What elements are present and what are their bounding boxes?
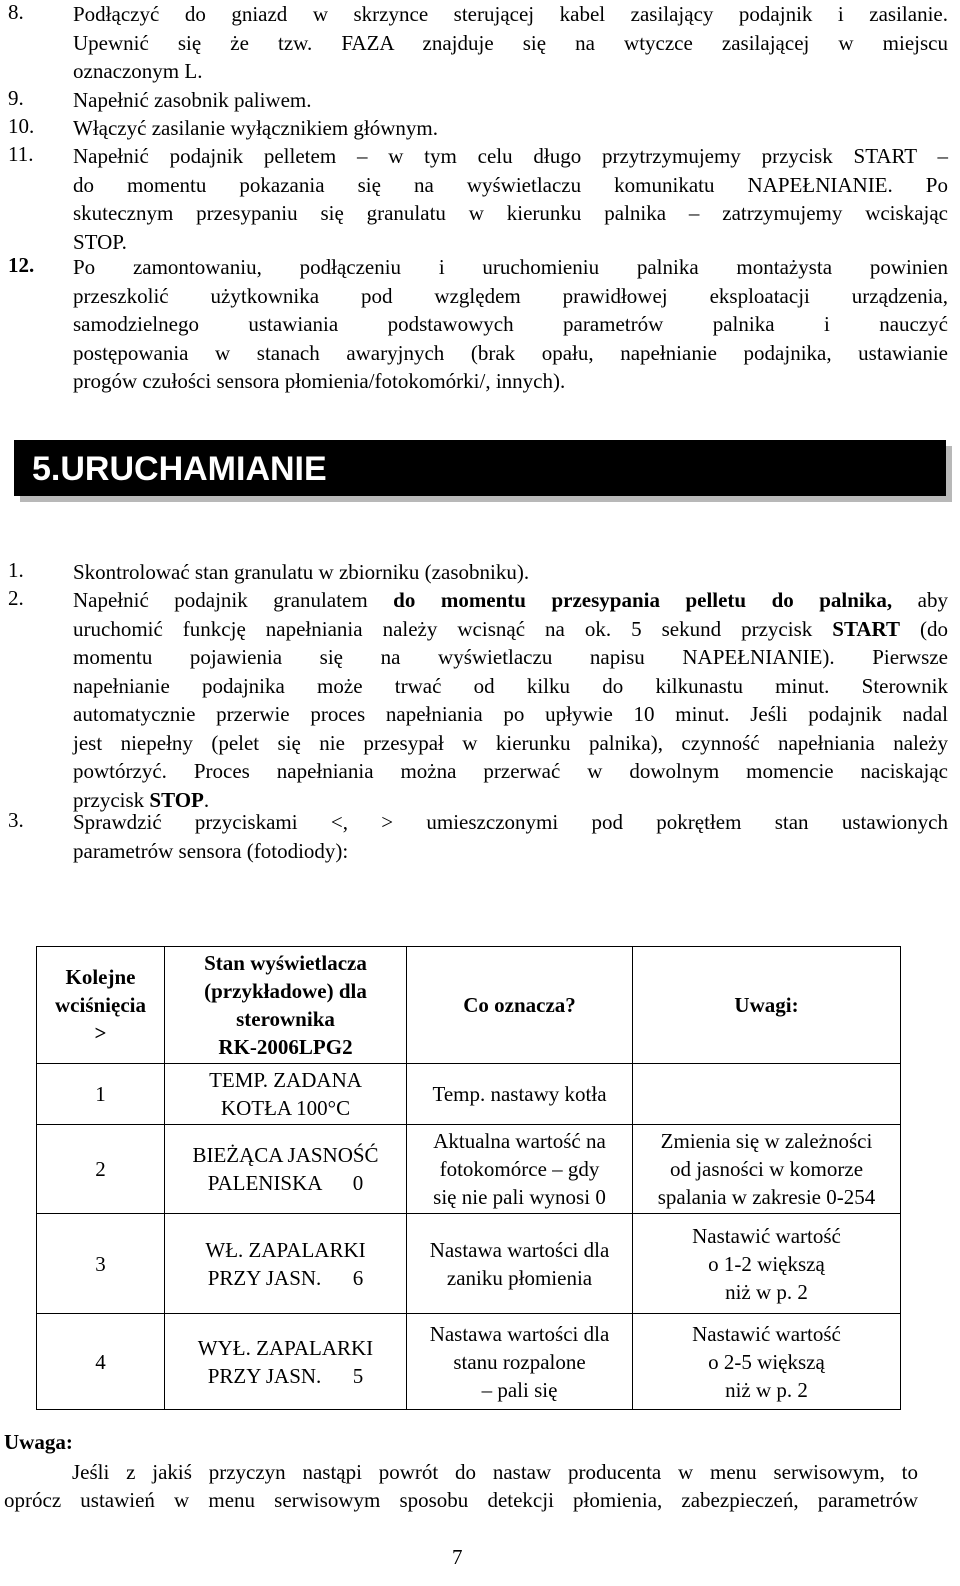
cell-line: fotokomórce – gdy xyxy=(439,1157,600,1181)
text-line: oznaczonym L. xyxy=(73,59,203,83)
cell-line: KOTŁA 100°C xyxy=(220,1096,351,1120)
note-text xyxy=(4,1458,918,1514)
cell-line: PRZY JASN. 5 xyxy=(207,1363,364,1388)
text-line: Napełnić zasobnik paliwem. xyxy=(73,88,312,112)
header-line: wciśnięcia xyxy=(55,993,146,1017)
text-line: jest niepełny (pelet się nie przesypał w kierunku palnika), czynność napełniania należy xyxy=(73,730,948,755)
section-heading-text: 5.URUCHAMIANIE xyxy=(32,450,327,488)
cell-line: zaniku płomienia xyxy=(446,1265,593,1290)
list-number: 11. xyxy=(8,142,34,166)
list-number: 2. xyxy=(8,586,24,610)
header-line: sterownika xyxy=(236,1007,335,1031)
list-item-10 xyxy=(8,114,948,143)
header-line: Kolejne xyxy=(65,965,136,989)
cell-press: 4 xyxy=(37,1314,165,1410)
cell-meaning xyxy=(407,1314,633,1410)
header-meaning: Co oznacza? xyxy=(407,947,633,1064)
cell-line: o 1-2 większą xyxy=(708,1251,825,1276)
cell-line: stanu rozpalone xyxy=(453,1349,586,1374)
header-line: RK-2006LPG2 xyxy=(218,1035,353,1059)
text-line: progów czułości sensora płomienia/fotokomórki/, innych). xyxy=(73,369,566,393)
list-number: 9. xyxy=(8,86,24,110)
cell-press: 3 xyxy=(37,1214,165,1314)
text-line: Upewnić się że tzw. FAZA znajduje się na wtyczce zasilającej w miejscu xyxy=(73,30,948,55)
cell-line: PRZY JASN. 6 xyxy=(207,1265,364,1290)
text-line: STOP. xyxy=(73,229,127,254)
cell-line: Nastawa wartości dla xyxy=(429,1321,610,1346)
table-row xyxy=(37,1064,901,1125)
list-number: 1. xyxy=(8,558,24,582)
text-line: Skontrolować stan granulatu w zbiorniku (zasobniku). xyxy=(73,560,530,584)
cell-line: Nastawić wartość xyxy=(692,1223,841,1248)
text-line: do momentu pokazania się na wyświetlaczu komunikatu NAPEŁNIANIE. Po xyxy=(73,172,948,197)
text-line: samodzielnego ustawiania podstawowych parametrów palnika i nauczyć xyxy=(73,312,948,336)
cell-display xyxy=(165,1064,407,1125)
page-number: 7 xyxy=(452,1545,463,1569)
text-line xyxy=(73,615,948,644)
list-number: 8. xyxy=(8,0,24,24)
list-number: 3. xyxy=(8,808,24,832)
cell-line: niż w p. 2 xyxy=(725,1377,808,1402)
text-line: przeszkolić użytkownika pod względem prawidłowej eksploatacji urządzenia, xyxy=(73,283,948,308)
cell-line: od jasności w komorze xyxy=(669,1157,864,1181)
cell-notes xyxy=(633,1125,901,1214)
bold-fragment: START xyxy=(832,616,900,641)
cell-notes xyxy=(633,1314,901,1410)
text-line: napełnianie podajnika może trwać od kilku do kilkunastu minut. Sterownik xyxy=(73,673,948,698)
text-line: automatycznie przerwie proces napełniania po upływie 10 minut. Jeśli podajnik nadal xyxy=(73,702,948,726)
cell-line: Nastawa wartości dla xyxy=(429,1237,610,1262)
header-display-state xyxy=(165,947,407,1064)
list-item-9 xyxy=(8,86,948,115)
bold-fragment: do momentu przesypania pelletu do palnika, xyxy=(393,588,893,612)
cell-line: Zmienia się w zależności xyxy=(660,1129,873,1153)
start-item-2 xyxy=(8,586,948,814)
cell-line: Aktualna wartość na xyxy=(433,1129,606,1153)
cell-press: 2 xyxy=(37,1125,165,1214)
text-line: Jeśli z jakiś przyczyn nastąpi powrót do nastaw producenta w menu serwisowym, to xyxy=(72,1460,918,1484)
cell-meaning xyxy=(407,1214,633,1314)
text-fragment: przycisk xyxy=(73,787,150,812)
cell-line: Temp. nastawy kotła xyxy=(432,1082,607,1106)
text-fragment: (do xyxy=(900,616,948,641)
table-row xyxy=(37,1214,901,1314)
cell-line: o 2-5 większą xyxy=(708,1349,825,1374)
cell-line: PALENISKA 0 xyxy=(207,1171,364,1195)
cell-line: – pali się xyxy=(481,1377,558,1402)
list-number: 10. xyxy=(8,114,35,138)
bold-fragment: STOP xyxy=(149,787,204,812)
text-fragment: Napełnić podajnik granulatem xyxy=(73,588,394,612)
header-line: Stan wyświetlacza xyxy=(204,951,367,975)
cell-notes xyxy=(633,1064,901,1125)
cell-meaning xyxy=(407,1125,633,1214)
cell-display xyxy=(165,1125,407,1214)
text-line: Włączyć zasilanie wyłącznikiem głównym. xyxy=(73,116,439,140)
text-line: skutecznym przesypaniu się granulatu w kierunku palnika – zatrzymujemy wciskając xyxy=(73,201,948,225)
header-line: > xyxy=(94,1021,107,1045)
table-row xyxy=(37,1314,901,1410)
note-title: Uwaga: xyxy=(4,1430,73,1454)
cell-meaning xyxy=(407,1064,633,1125)
text-line: parametrów sensora (fotodiody): xyxy=(73,838,349,863)
table-header-row xyxy=(37,947,901,1064)
cell-line: się nie pali wynosi 0 xyxy=(433,1185,606,1209)
section-heading xyxy=(14,440,946,496)
cell-press: 1 xyxy=(37,1064,165,1125)
cell-line: Nastawić wartość xyxy=(692,1321,841,1346)
list-item-11 xyxy=(8,142,948,256)
cell-line: spalania w zakresie 0-254 xyxy=(657,1185,876,1209)
start-item-3 xyxy=(8,808,948,865)
list-item-12 xyxy=(8,253,948,396)
list-item-8 xyxy=(8,0,948,86)
cell-line: niż w p. 2 xyxy=(725,1279,808,1304)
cell-display xyxy=(165,1314,407,1410)
cell-line: WYŁ. ZAPALARKI xyxy=(197,1335,374,1360)
text-fragment: uruchomić funkcję napełniania należy wcisnąć na ok. 5 sekund przycisk xyxy=(73,616,833,641)
start-item-1 xyxy=(8,558,948,587)
text-line: powtórzyć. Proces napełniania można przerwać w dowolnym momencie naciskając xyxy=(73,759,948,783)
text-line: Podłączyć do gniazd w skrzynce sterującej kabel zasilający podajnik i zasilanie. xyxy=(73,2,948,26)
text-line: Po zamontowaniu, podłączeniu i uruchomieniu palnika montażysta powinien xyxy=(73,255,948,279)
cell-line: WŁ. ZAPALARKI xyxy=(205,1237,366,1262)
list-number: 12. xyxy=(8,253,35,277)
text-line: Napełnić podajnik pelletem – w tym celu długo przytrzymujemy przycisk START – xyxy=(73,144,948,168)
text-fragment: . xyxy=(203,787,210,812)
text-line: momentu pojawienia się na wyświetlaczu napisu NAPEŁNIANIE). Pierwsze xyxy=(73,645,948,669)
cell-notes xyxy=(633,1214,901,1314)
cell-display xyxy=(165,1214,407,1314)
cell-line: TEMP. ZADANA xyxy=(209,1068,362,1092)
header-line: (przykładowe) dla xyxy=(204,979,367,1003)
text-line: Sprawdzić przyciskami <, > umieszczonymi pod pokrętłem stan ustawionych xyxy=(73,810,948,834)
text-line: oprócz ustawień w menu serwisowym sposobu detekcji płomienia, zabezpieczeń, parametrów xyxy=(4,1488,918,1512)
cell-line: BIEŻĄCA JASNOŚĆ xyxy=(192,1143,379,1167)
text-line xyxy=(73,586,948,615)
sensor-parameters-table xyxy=(36,946,901,1410)
text-fragment: aby xyxy=(892,588,948,612)
header-presses xyxy=(37,947,165,1064)
text-line: postępowania w stanach awaryjnych (brak opału, napełnianie podajnika, ustawianie xyxy=(73,340,948,365)
table-row xyxy=(37,1125,901,1214)
header-notes: Uwagi: xyxy=(633,947,901,1064)
